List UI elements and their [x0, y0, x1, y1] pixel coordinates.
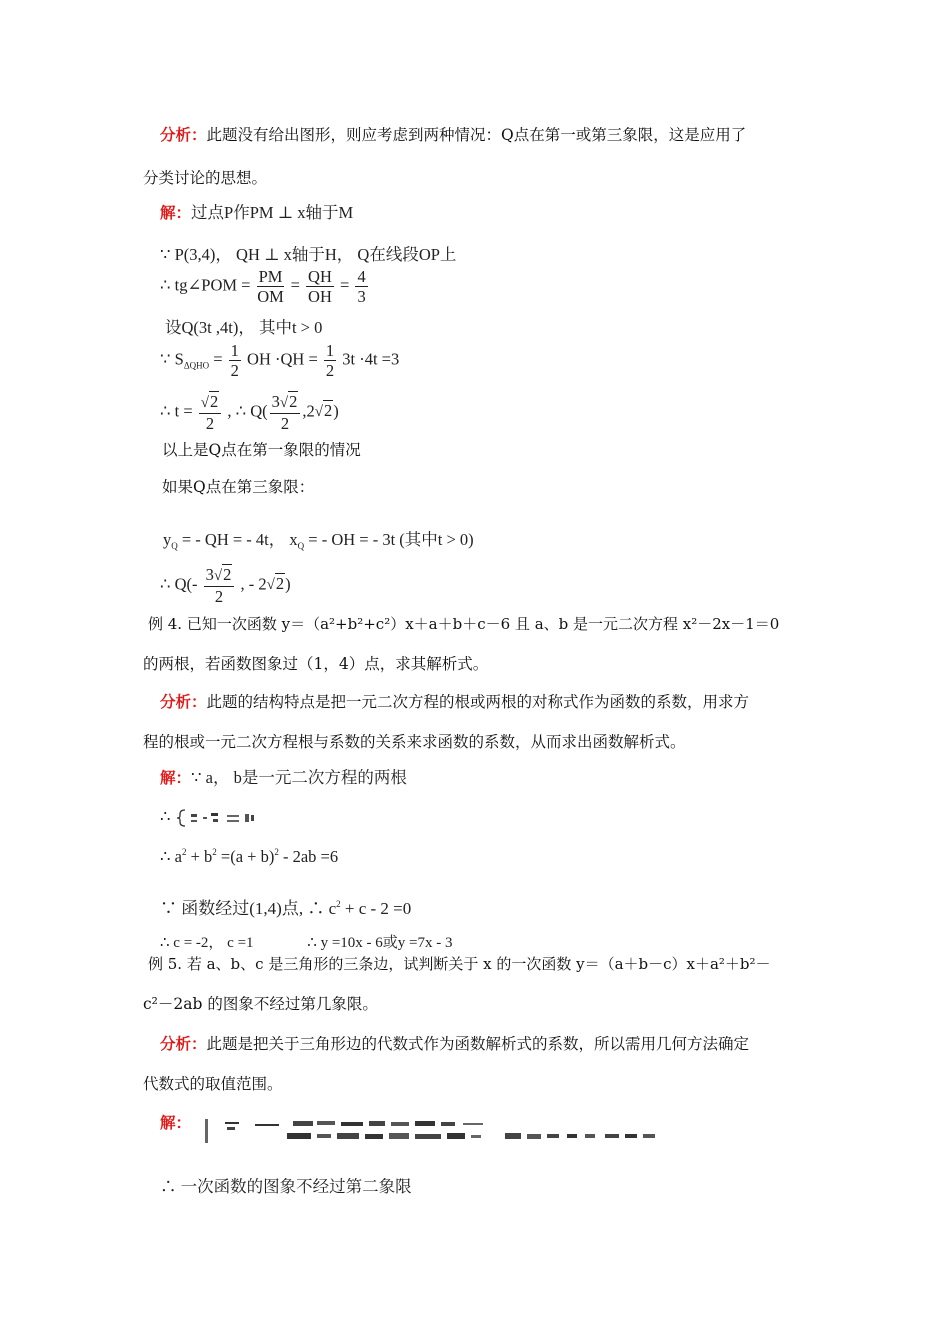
numerator	[199, 392, 221, 414]
math-text: ∴ tg∠POM =	[160, 275, 251, 295]
analysis-1-line1	[160, 127, 746, 144]
analysis-label: 分析：	[160, 125, 207, 144]
sqrt-sign: √	[200, 395, 209, 411]
math-system-line	[160, 807, 285, 827]
math-text: 3t ·4t =3	[342, 349, 400, 369]
math-text: , - 2	[240, 574, 267, 594]
math-text: = - OH = - 3t (其中t > 0)	[308, 530, 474, 549]
note-third-quadrant: 如果Q点在第三象限：	[162, 478, 315, 496]
math-text: =	[290, 275, 300, 295]
math-step: 过点P作PM ⊥ x轴于M	[191, 203, 354, 222]
math-text: )	[333, 401, 339, 421]
sqrt-sign: √	[314, 404, 324, 421]
analysis-3-line1	[160, 1036, 749, 1053]
math-sum-squares	[160, 847, 338, 867]
numerator	[270, 392, 301, 414]
numerator: QH	[308, 267, 332, 286]
denominator: OH	[308, 287, 332, 306]
radicand: 2	[275, 574, 285, 594]
superscript: 2	[274, 847, 279, 857]
math-result-line	[160, 931, 452, 952]
math-text: + b	[190, 847, 213, 866]
math-text: ∵ 函数经过(1,4)点, ∴ c	[160, 899, 337, 918]
math-text: =(a + b)	[220, 847, 275, 866]
denominator: 2	[214, 587, 224, 606]
analysis-1-line2: 分类讨论的思想。	[143, 169, 268, 187]
analysis-2-line2: 程的根或一元二次方程根与系数的关系来求函数的系数，从而求出函数解析式。	[143, 733, 686, 751]
math-q-third	[160, 565, 291, 606]
math-text: ∴ Q(-	[160, 574, 198, 594]
analysis-text: 此题是把关于三角形边的代数式作为函数解析式的系数，所以需用几何方法确定	[206, 1035, 750, 1053]
numerator	[204, 565, 235, 587]
math-text: =	[213, 349, 223, 369]
subscript: Q	[171, 541, 178, 551]
example-4-line1: 例 4. 已知一次函数 y＝（a²+b²+c²）x＋a＋b＋c－6 且 a、b 是一元二次方程 x²－2x－1＝0	[148, 615, 780, 633]
math-text: y	[163, 530, 172, 549]
fraction	[324, 341, 336, 380]
sqrt	[214, 565, 232, 586]
subscript: Q	[297, 541, 305, 551]
radicand: 2	[324, 401, 333, 421]
example-4-line2: 的两根，若函数图象过（1，4）点，求其解析式。	[143, 655, 489, 673]
math-text: - 2ab =6	[282, 847, 339, 866]
math-text: ∴	[160, 807, 171, 826]
denominator: OM	[257, 287, 284, 306]
superscript: 2	[212, 847, 217, 857]
sqrt-sign: √	[213, 568, 223, 584]
math-text: , ∴ Q(	[227, 401, 268, 421]
analysis-label: 分析：	[160, 692, 207, 711]
solution-3-label-line	[160, 1115, 191, 1132]
garbled-equation-image	[175, 809, 285, 827]
solution-1-line1	[160, 205, 353, 222]
math-text: = - QH = - 4t， x	[181, 530, 298, 549]
math-text: ∵ S	[160, 349, 184, 369]
fraction	[270, 392, 301, 433]
sqrt	[267, 574, 285, 594]
fraction	[355, 267, 367, 306]
math-text: ∴ c = -2， c =1	[160, 935, 254, 951]
denominator: 2	[280, 414, 290, 433]
solution-2-line1	[160, 770, 407, 787]
math-text: + c - 2 =0	[344, 899, 412, 918]
denominator: 2	[325, 361, 335, 380]
fraction	[257, 267, 285, 306]
math-tg-line	[160, 267, 370, 306]
math-step: 设Q(3t ,4t)， 其中t > 0	[165, 318, 323, 337]
subscript: ΔQHO	[183, 360, 210, 371]
coefficient: 3	[205, 565, 214, 584]
math-text: ∴ y =10x - 6或y =7x - 3	[307, 935, 453, 951]
analysis-2-line1	[160, 694, 749, 711]
numerator: PM	[258, 267, 283, 286]
example-5-line1: 例 5. 若 a、b、c 是三角形的三条边，试判断关于 x 的一次函数 y＝（a＋b－c）x＋a²＋b²－	[148, 955, 771, 973]
solution-label: 解：	[160, 1113, 192, 1132]
solution-label: 解：	[160, 203, 192, 222]
math-text: ,2	[302, 401, 315, 421]
fraction	[204, 565, 235, 606]
numerator: 4	[357, 267, 366, 286]
math-area-line	[160, 341, 399, 380]
math-step: ∵ P(3,4)， QH ⊥ x轴于H， Q在线段OP上	[160, 245, 457, 264]
example-5-line2: c²－2ab 的图象不经过第几象限。	[143, 995, 378, 1013]
math-text: ∴ t =	[160, 401, 193, 421]
math-text: )	[285, 574, 291, 594]
math-text: OH ·QH =	[247, 349, 318, 369]
numerator: 1	[230, 341, 239, 360]
radicand: 2	[223, 565, 232, 584]
math-t-line	[160, 392, 339, 433]
denominator: 2	[205, 414, 215, 433]
superscript: 2	[181, 847, 187, 857]
radicand: 2	[210, 392, 219, 411]
math-step: ∵ a， b是一元二次方程的两根	[191, 768, 407, 787]
math-point-line	[160, 894, 411, 919]
math-conclusion: ∴ 一次函数的图象不经过第二象限	[160, 1177, 412, 1196]
analysis-text: 此题的结构特点是把一元二次方程的根或两根的对称式作为函数的系数，用求方	[206, 693, 750, 711]
sqrt	[315, 401, 333, 421]
note-first-quadrant: 以上是Q点在第一象限的情况	[162, 441, 361, 459]
garbled-equation-image	[205, 1116, 665, 1146]
denominator: 2	[230, 361, 239, 380]
sqrt	[201, 392, 219, 413]
numerator: 1	[325, 341, 335, 360]
math-third-quadrant-coords	[163, 526, 474, 551]
fraction	[306, 267, 334, 306]
superscript: 2	[336, 899, 341, 909]
solution-label: 解：	[160, 768, 192, 787]
analysis-label: 分析：	[160, 1034, 207, 1053]
analysis-text: 此题没有给出图形，则应考虑到两种情况：Q点在第一或第三象限，这是应用了	[206, 126, 747, 144]
fraction	[229, 341, 241, 380]
sqrt-sign: √	[279, 395, 289, 411]
fraction	[199, 392, 221, 433]
sqrt-sign: √	[266, 577, 275, 594]
denominator: 3	[357, 287, 366, 306]
math-text: ∴ a	[160, 847, 182, 866]
coefficient: 3	[271, 392, 280, 411]
analysis-3-line2: 代数式的取值范围。	[143, 1075, 283, 1093]
math-text: =	[340, 275, 350, 295]
sqrt	[280, 392, 298, 413]
radicand: 2	[289, 392, 298, 411]
